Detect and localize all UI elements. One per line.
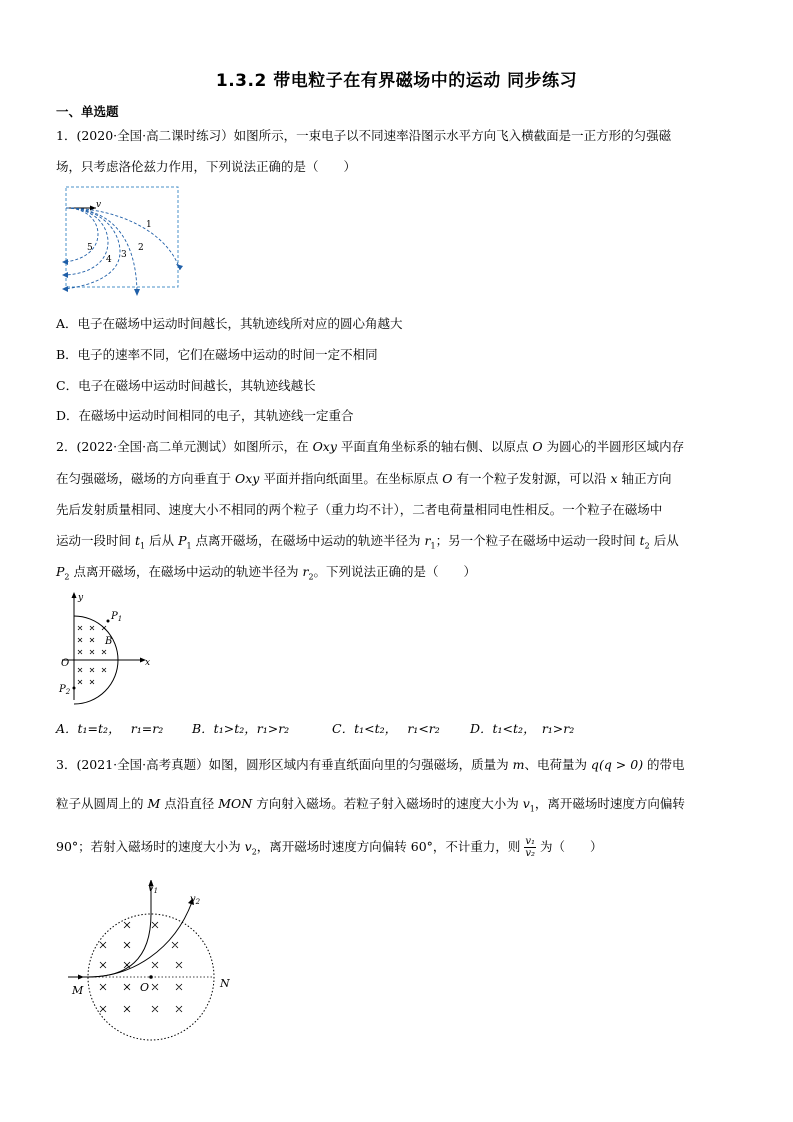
q3-stem-line2: 粒子从圆周上的 M 点沿直径 MON 方向射入磁场。若粒子射入磁场时的速度大小为 $v_1$，离开磁场时速度方向偏转 [56,796,685,814]
q3-n-label: N [220,977,230,990]
q1-v-label: v [96,200,102,210]
q1-option-a: A．电子在磁场中运动时间越长，其轨迹线所对应的圆心角越大 [56,316,403,331]
q2-option-c: C．t₁<t₂， r₁<r₂ [332,721,440,736]
q3-m-label: M [72,984,84,997]
q1-traj-label-2: 2 [138,243,144,253]
q3-o-label: O [140,981,150,994]
q3-field-crosses [100,922,182,1012]
q2-option-a: A．t₁=t₂， r₁=r₂ [56,721,164,736]
q3-v1-label: $v_1$ [148,883,159,895]
q1-traj-label-1: 1 [146,220,152,230]
q3-figure [62,880,242,1050]
q1-option-c: C．电子在磁场中运动时间越长，其轨迹线越长 [56,378,316,393]
q2-stem-line5: $P_2$ 点离开磁场，在磁场中运动的轨迹半径为 $r_2$。下列说法正确的是（ ） [56,564,477,582]
q3-v2-label: $v_2$ [190,894,201,906]
q2-y-label: y [78,593,84,603]
q1-traj-label-5: 5 [87,243,93,253]
q2-stem-line3: 先后发射质量相同、速度大小不相同的两个粒子（重力均不计），二者电荷量相同电性相反。一个粒子在磁场中 [56,502,663,517]
q1-option-b: B．电子的速率不同，它们在磁场中运动的时间一定不相同 [56,347,378,362]
q2-field-crosses [78,626,106,684]
q3-stem-line1: 3．(2021·全国·高考真题）如图，圆形区域内有垂直纸面向里的匀强磁场，质量为 m、电荷量为 q(q > 0) 的带电 [56,757,685,772]
q1-stem-line2: 场，只考虑洛伦兹力作用，下列说法正确的是（ ） [56,159,357,174]
q2-p2-label: $P_2$ [59,684,71,696]
q2-origin-label: O [61,658,70,669]
q3-stem-line3: 90°；若射入磁场时的速度大小为 $v_2$，离开磁场时速度方向偏转 60°，不计重力，则 $\frac{\text{v₁}}{\text{v₂}}$ 为（ ） [56,836,603,859]
q1-traj-label-3: 3 [121,250,127,260]
q2-p1-label: $P_1$ [111,611,123,623]
q1-option-d: D．在磁场中运动时间相同的电子，其轨迹线一定重合 [56,408,354,423]
q2-figure [56,588,162,706]
q2-stem-line2: 在匀强磁场，磁场的方向垂直于 Oxy 平面并指向纸面里。在坐标原点 O 有一个粒子发射源，可以沿 x 轴正方向 [56,471,672,486]
q1-stem-line1: 1．(2020·全国·高二课时练习）如图所示，一束电子以不同速率沿图示水平方向飞入横截面是一正方形的匀强磁 [56,128,672,143]
q3-fraction: $\frac{\text{v₁}}{\text{v₂}}$ [525,836,536,859]
q1-traj-label-4: 4 [106,255,112,265]
q2-option-d: D．t₁<t₂， r₁>r₂ [470,721,575,736]
q2-option-b: B．t₁>t₂，r₁>r₂ [192,721,290,736]
section-heading: 一、单选题 [56,104,119,119]
page-title: 1.3.2 带电粒子在有界磁场中的运动 同步练习 [215,71,578,91]
q2-x-label: x [145,658,151,668]
q2-stem-line4: 运动一段时间 $t_1$ 后从 $P_1$ 点离开磁场，在磁场中运动的轨迹半径为 $r_1$；另一个粒子在磁场中运动一段时间 $t_2$ 后从 [56,533,679,551]
q1-figure [58,182,184,302]
q2-b-label: B [105,636,113,647]
q2-stem-line1: 2．(2022·全国·高二单元测试）如图所示，在 Oxy 平面直角坐标系的轴右侧、以原点 O 为圆心的半圆形区域内存 [56,439,685,454]
